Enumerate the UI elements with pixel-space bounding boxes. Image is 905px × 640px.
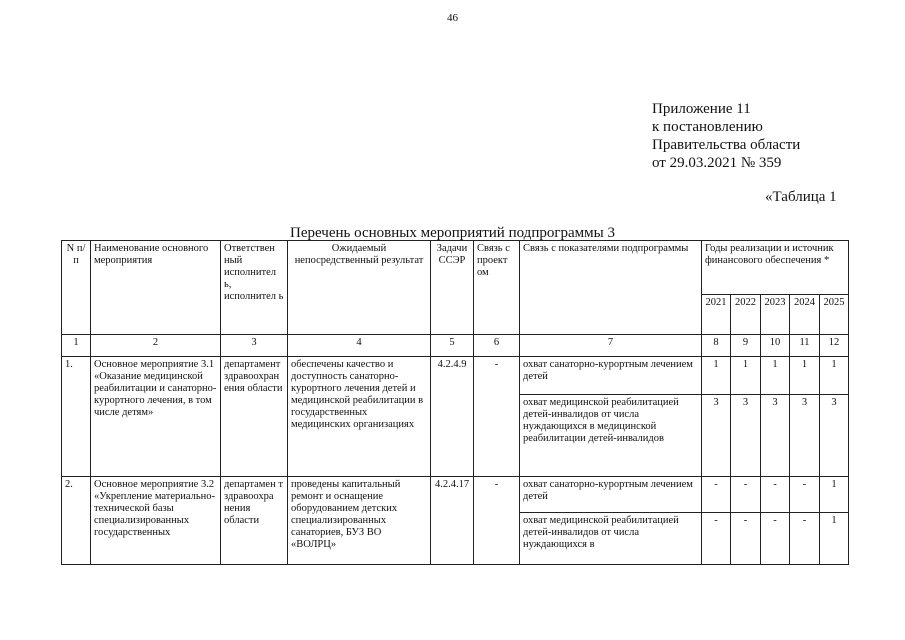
column-number: 10	[761, 335, 790, 357]
table-row-number: 1.	[62, 357, 91, 477]
indicator-value: 1	[702, 357, 731, 395]
table-row-number: 2.	[62, 477, 91, 565]
page-number: 46	[447, 12, 458, 24]
activity-name: Основное мероприятие 3.1 «Оказание медицинской реабилитации и санаторно-курортного лечения, в том числе детям»	[91, 357, 221, 477]
activities-table	[61, 240, 849, 565]
indicator-text: охват медицинской реабилитацией детей-инвалидов от числа нуждающихся в медицинской реабилитации детей-инвалидов	[520, 395, 702, 477]
indicator-value: -	[702, 477, 731, 513]
indicator-text: охват санаторно-курортным лечением детей	[520, 357, 702, 395]
header-year: 2021	[702, 295, 731, 335]
appendix-line: от 29.03.2021 № 359	[652, 155, 782, 171]
project-link: -	[474, 357, 520, 477]
table-label: «Таблица 1	[765, 189, 837, 205]
indicator-value: 3	[820, 395, 849, 477]
column-number: 6	[474, 335, 520, 357]
column-number: 4	[288, 335, 431, 357]
column-number: 8	[702, 335, 731, 357]
indicator-value: -	[731, 513, 761, 565]
indicator-value: 1	[820, 513, 849, 565]
column-number: 12	[820, 335, 849, 357]
indicator-value: 3	[790, 395, 820, 477]
project-link: -	[474, 477, 520, 565]
appendix-block	[652, 100, 800, 172]
header-year: 2024	[790, 295, 820, 335]
document-title: Перечень основных мероприятий подпрограммы 3	[290, 225, 615, 241]
header-year: 2023	[761, 295, 790, 335]
column-number: 11	[790, 335, 820, 357]
tasks-code: 4.2.4.9	[431, 357, 474, 477]
indicator-value: 1	[820, 477, 849, 513]
header-expected-result: Ожидаемый непосредственный результат	[288, 241, 431, 335]
indicator-value: -	[761, 477, 790, 513]
appendix-line: Правительства области	[652, 137, 801, 153]
appendix-line: Приложение 11	[652, 101, 751, 117]
column-number: 7	[520, 335, 702, 357]
indicator-text: охват санаторно-курортным лечением детей	[520, 477, 702, 513]
indicator-value: -	[702, 513, 731, 565]
header-num: N п/п	[62, 241, 91, 335]
indicator-text: охват медицинской реабилитацией детей-инвалидов от числа нуждающихся в	[520, 513, 702, 565]
column-number: 1	[62, 335, 91, 357]
responsible-executor: департамен т здравоохра нения области	[221, 477, 288, 565]
column-number: 5	[431, 335, 474, 357]
indicator-value: 1	[731, 357, 761, 395]
header-responsible: Ответствен ный исполнител ь, исполнител ь	[221, 241, 288, 335]
header-year: 2022	[731, 295, 761, 335]
indicator-value: -	[761, 513, 790, 565]
indicator-value: 3	[702, 395, 731, 477]
header-indicators-link: Связь с показателями подпрограммы	[520, 241, 702, 335]
indicator-value: 1	[761, 357, 790, 395]
indicator-value: 3	[761, 395, 790, 477]
indicator-value: 1	[820, 357, 849, 395]
header-name: Наименование основного мероприятия	[91, 241, 221, 335]
expected-result: проведены капитальный ремонт и оснащение оборудованием детских специализированных санаториев, БУЗ ВО «ВОЛРЦ»	[288, 477, 431, 565]
responsible-executor: департамент здравоохран ения области	[221, 357, 288, 477]
indicator-value: -	[790, 513, 820, 565]
column-number: 3	[221, 335, 288, 357]
column-number: 9	[731, 335, 761, 357]
indicator-value: 1	[790, 357, 820, 395]
header-tasks: Задачи ССЭР	[431, 241, 474, 335]
header-years-group: Годы реализации и источник финансового обеспечения *	[702, 241, 849, 295]
indicator-value: 3	[731, 395, 761, 477]
indicator-value: -	[790, 477, 820, 513]
expected-result: обеспечены качество и доступность санаторно-курортного лечения детей и медицинской реабилитации в государственных медицинских организациях	[288, 357, 431, 477]
header-year: 2025	[820, 295, 849, 335]
tasks-code: 4.2.4.17	[431, 477, 474, 565]
column-number: 2	[91, 335, 221, 357]
appendix-line: к постановлению	[652, 119, 763, 135]
indicator-value: -	[731, 477, 761, 513]
header-project-link: Связь с проект ом	[474, 241, 520, 335]
activity-name: Основное мероприятие 3.2 «Укрепление материально-технической базы специализированных государственных	[91, 477, 221, 565]
